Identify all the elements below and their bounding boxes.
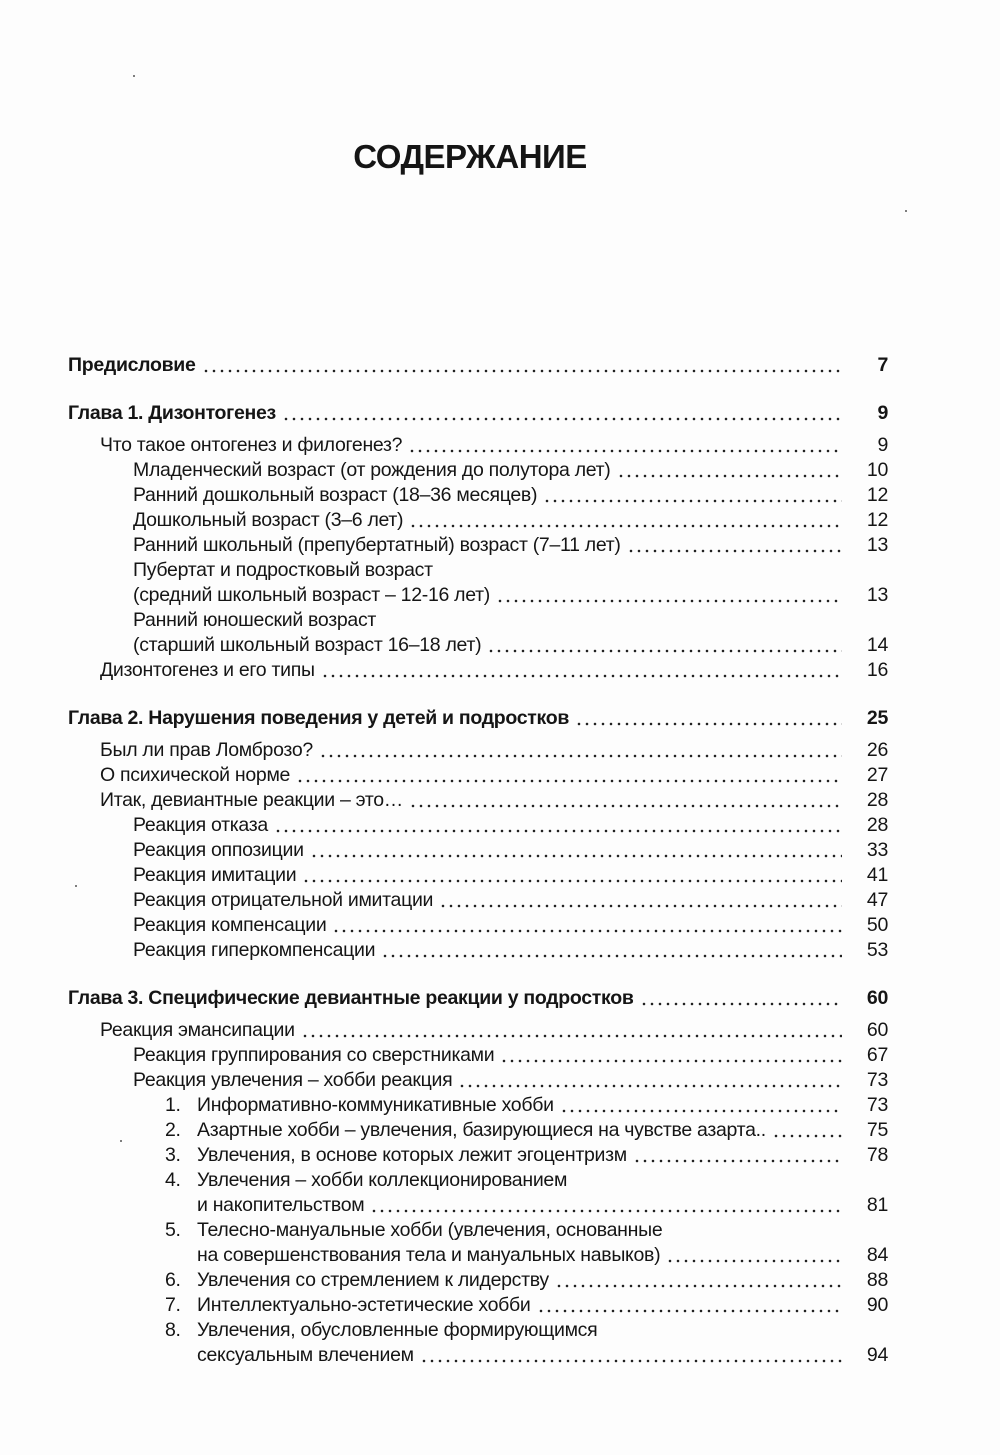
entry-title-continued: (старший школьный возраст 16–18 лет) xyxy=(133,634,482,656)
page-number: 41 xyxy=(866,864,888,886)
page-number: 94 xyxy=(866,1344,888,1366)
dot-leader xyxy=(409,518,842,528)
toc-entry[interactable] xyxy=(68,1043,888,1068)
dot-leader xyxy=(560,1103,842,1113)
page-number: 73 xyxy=(866,1069,888,1091)
page-number: 33 xyxy=(866,839,888,861)
dot-leader xyxy=(296,773,842,783)
entry-row xyxy=(133,1043,888,1068)
entry-title: Глава 3. Специфические девиантные реакции у подростков xyxy=(68,987,634,1009)
entry-row xyxy=(133,913,888,938)
dot-leader xyxy=(319,748,842,758)
entry-title: Информативно-коммуникативные хобби xyxy=(197,1094,554,1116)
entry-title: Ранний школьный (препубертатный) возраст (7–11 лет) xyxy=(133,534,621,556)
toc-entry[interactable] xyxy=(68,863,888,888)
entry-title: Реакция имитации xyxy=(133,864,297,886)
toc-entry[interactable] xyxy=(68,1268,888,1293)
dot-leader xyxy=(543,493,842,503)
entry-title-continued: сексуальным влечением xyxy=(197,1344,414,1366)
entry-title-line1 xyxy=(165,1218,888,1243)
dot-leader xyxy=(500,1053,842,1063)
entry-title: Что такое онтогенез и филогенез? xyxy=(100,434,403,456)
entry-row xyxy=(165,1143,888,1168)
dot-leader xyxy=(617,468,843,478)
entry-title-line1 xyxy=(165,1318,888,1343)
dot-leader xyxy=(772,1128,842,1138)
toc-entry[interactable] xyxy=(68,763,888,788)
toc-entry[interactable] xyxy=(68,1293,888,1318)
entry-title: Ранний юношеский возраст xyxy=(133,609,377,631)
entry-number: 7. xyxy=(165,1294,181,1316)
entry-title-line2 xyxy=(133,583,888,608)
entry-title: Реакция оппозиции xyxy=(133,839,304,861)
toc-entry[interactable] xyxy=(68,1093,888,1118)
toc-entry[interactable] xyxy=(68,1168,888,1218)
toc-entry[interactable] xyxy=(68,938,888,963)
entry-title: Увлечения – хобби коллекционированием xyxy=(197,1169,568,1191)
entry-title: Увлечения, обусловленные формирующимся xyxy=(197,1319,598,1341)
entry-title-line1 xyxy=(133,558,888,583)
toc-entry[interactable] xyxy=(68,533,888,558)
entry-title: Увлечения со стремлением к лидерству xyxy=(197,1269,549,1291)
entry-title-line1 xyxy=(165,1168,888,1193)
dot-leader xyxy=(420,1353,842,1363)
entry-title: Реакция отрицательной имитации xyxy=(133,889,434,911)
entry-number: 1. xyxy=(165,1094,181,1116)
toc-entry[interactable] xyxy=(68,1318,888,1368)
dot-leader xyxy=(439,898,842,908)
page-number: 88 xyxy=(866,1269,888,1291)
toc-entry[interactable] xyxy=(68,401,888,426)
dot-leader xyxy=(302,873,842,883)
dot-leader xyxy=(282,411,842,421)
page-number: 28 xyxy=(866,789,888,811)
table-of-contents xyxy=(68,353,888,1368)
dot-leader xyxy=(458,1078,842,1088)
dot-leader xyxy=(640,996,842,1006)
entry-row xyxy=(133,458,888,483)
page-number: 10 xyxy=(866,459,888,481)
entry-title: Реакция гиперкомпенсации xyxy=(133,939,376,961)
entry-row xyxy=(165,1293,888,1318)
dot-leader xyxy=(370,1203,842,1213)
entry-title: Интеллектуально-эстетические хобби xyxy=(197,1294,531,1316)
toc-entry[interactable] xyxy=(68,888,888,913)
page-number: 14 xyxy=(866,634,888,656)
dot-leader xyxy=(496,593,842,603)
toc-entry[interactable] xyxy=(68,986,888,1011)
entry-row xyxy=(100,788,888,813)
entry-row xyxy=(133,888,888,913)
page-number: 16 xyxy=(866,659,888,681)
page-number: 25 xyxy=(866,707,888,729)
page-number: 9 xyxy=(877,402,888,424)
page-number: 84 xyxy=(866,1244,888,1266)
entry-row xyxy=(133,813,888,838)
dot-leader xyxy=(409,798,842,808)
entry-title-continued: и накопительством xyxy=(197,1194,365,1216)
dot-leader xyxy=(332,923,842,933)
dot-leader xyxy=(555,1278,842,1288)
page-number: 12 xyxy=(866,484,888,506)
entry-title: Реакция компенсации xyxy=(133,914,327,936)
entry-row xyxy=(133,1068,888,1093)
toc-entry[interactable] xyxy=(68,838,888,863)
page-number: 60 xyxy=(866,987,888,1009)
entry-title-line2 xyxy=(133,633,888,658)
scan-speck xyxy=(75,885,77,887)
dot-leader xyxy=(381,948,842,958)
toc-entry[interactable] xyxy=(68,706,888,731)
entry-title-continued: на совершенствования тела и мануальных навыков) xyxy=(197,1244,661,1266)
entry-row xyxy=(68,401,888,426)
entry-title: Реакция группирования со сверстниками xyxy=(133,1044,495,1066)
page-number: 9 xyxy=(877,434,888,456)
dot-leader xyxy=(274,823,842,833)
entry-title-line2 xyxy=(165,1243,888,1268)
entry-row xyxy=(133,508,888,533)
toc-entry[interactable] xyxy=(68,1018,888,1043)
entry-title: Увлечения, в основе которых лежит эгоцентризм xyxy=(197,1144,627,1166)
toc-entry[interactable] xyxy=(68,433,888,458)
entry-number: 3. xyxy=(165,1144,181,1166)
entry-title: О психической норме xyxy=(100,764,291,786)
toc-entry[interactable] xyxy=(68,483,888,508)
entry-title-line2 xyxy=(165,1193,888,1218)
toc-entry[interactable] xyxy=(68,558,888,608)
entry-row xyxy=(165,1093,888,1118)
page-number: 7 xyxy=(877,354,888,376)
dot-leader xyxy=(575,716,842,726)
entry-title: Реакция увлечения – хобби реакция xyxy=(133,1069,453,1091)
entry-row xyxy=(100,658,888,683)
scan-speck xyxy=(120,1140,122,1142)
page-title: СОДЕРЖАНИЕ xyxy=(353,138,587,175)
entry-title: Был ли прав Ломброзо? xyxy=(100,739,313,761)
page-number: 50 xyxy=(866,914,888,936)
toc-entry[interactable] xyxy=(68,508,888,533)
entry-title: Реакция отказа xyxy=(133,814,268,836)
dot-leader xyxy=(537,1303,843,1313)
page-number: 47 xyxy=(866,889,888,911)
toc-entry[interactable] xyxy=(68,1118,888,1143)
entry-row xyxy=(165,1118,888,1143)
toc-entry[interactable] xyxy=(68,608,888,658)
page-number: 81 xyxy=(866,1194,888,1216)
toc-entry[interactable] xyxy=(68,353,888,378)
entry-row xyxy=(100,1018,888,1043)
page-number: 13 xyxy=(866,534,888,556)
dot-leader xyxy=(627,543,842,553)
scan-speck xyxy=(133,75,135,77)
entry-number: 6. xyxy=(165,1269,181,1291)
toc-entry[interactable] xyxy=(68,913,888,938)
dot-leader xyxy=(202,363,842,373)
entry-row xyxy=(133,838,888,863)
entry-title: Глава 1. Дизонтогенез xyxy=(68,402,276,424)
entry-title: Дизонтогенез и его типы xyxy=(100,659,315,681)
dot-leader xyxy=(408,443,842,453)
entry-title: Ранний дошкольный возраст (18–36 месяцев) xyxy=(133,484,538,506)
entry-title: Глава 2. Нарушения поведения у детей и подростков xyxy=(68,707,570,729)
page-number: 28 xyxy=(866,814,888,836)
page-number: 26 xyxy=(866,739,888,761)
entry-row xyxy=(133,863,888,888)
entry-title: Младенческий возраст (от рождения до полутора лет) xyxy=(133,459,611,481)
toc-entry[interactable] xyxy=(68,658,888,683)
entry-row xyxy=(68,986,888,1011)
dot-leader xyxy=(633,1153,842,1163)
entry-title-line2 xyxy=(165,1343,888,1368)
toc-entry[interactable] xyxy=(68,1068,888,1093)
entry-row xyxy=(100,433,888,458)
page-number: 12 xyxy=(866,509,888,531)
entry-row xyxy=(100,738,888,763)
scan-speck xyxy=(905,210,907,212)
page-number: 75 xyxy=(866,1119,888,1141)
dot-leader xyxy=(310,848,842,858)
entry-row xyxy=(133,483,888,508)
page-number: 53 xyxy=(866,939,888,961)
toc-entry[interactable] xyxy=(68,1143,888,1168)
entry-number: 5. xyxy=(165,1219,181,1241)
entry-number: 8. xyxy=(165,1319,181,1341)
dot-leader xyxy=(301,1028,842,1038)
entry-title-continued: (средний школьный возраст – 12-16 лет) xyxy=(133,584,490,606)
dot-leader xyxy=(487,643,842,653)
entry-row xyxy=(68,706,888,731)
page-number: 13 xyxy=(866,584,888,606)
entry-title: Предисловие xyxy=(68,354,196,376)
entry-title: Пубертат и подростковый возраст xyxy=(133,559,433,581)
entry-row xyxy=(165,1268,888,1293)
entry-title: Реакция эмансипации xyxy=(100,1019,295,1041)
page-number: 60 xyxy=(866,1019,888,1041)
entry-title: Телесно-мануальные хобби (увлечения, основанные xyxy=(197,1219,663,1241)
toc-entry[interactable] xyxy=(68,458,888,483)
page-number: 73 xyxy=(866,1094,888,1116)
page-number: 27 xyxy=(866,764,888,786)
entry-title: Дошкольный возраст (3–6 лет) xyxy=(133,509,404,531)
entry-row xyxy=(68,353,888,378)
entry-title: Итак, девиантные реакции – это… xyxy=(100,789,403,811)
page-number: 67 xyxy=(866,1044,888,1066)
entry-row xyxy=(133,938,888,963)
page-number: 78 xyxy=(866,1144,888,1166)
dot-leader xyxy=(666,1253,842,1263)
toc-entry[interactable] xyxy=(68,788,888,813)
toc-entry[interactable] xyxy=(68,813,888,838)
dot-leader xyxy=(321,668,842,678)
entry-title-line1 xyxy=(133,608,888,633)
entry-number: 4. xyxy=(165,1169,181,1191)
entry-row xyxy=(100,763,888,788)
toc-entry[interactable] xyxy=(68,1218,888,1268)
toc-entry[interactable] xyxy=(68,738,888,763)
entry-row xyxy=(133,533,888,558)
entry-number: 2. xyxy=(165,1119,181,1141)
page-number: 90 xyxy=(866,1294,888,1316)
entry-title: Азартные хобби – увлечения, базирующиеся на чувстве азарта.. xyxy=(197,1119,766,1141)
